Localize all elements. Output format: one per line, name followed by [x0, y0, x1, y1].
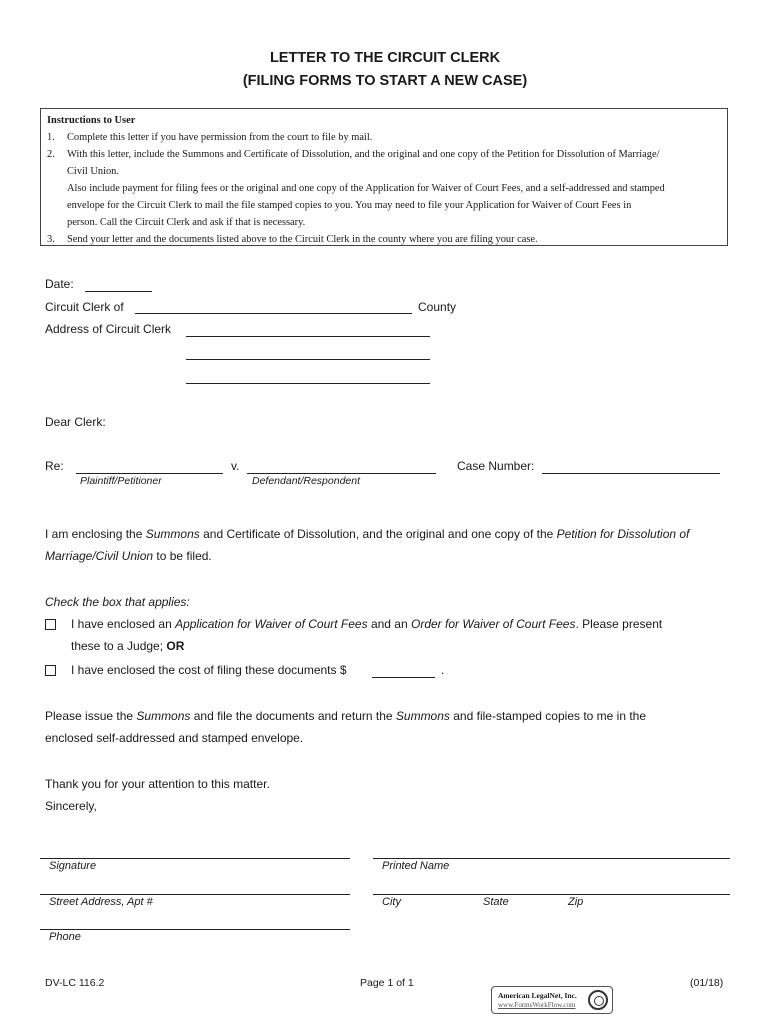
instruction-item: 1. Complete this letter if you have permission from the court to file by mail. — [47, 132, 373, 143]
circuit-clerk-label: Circuit Clerk of — [45, 300, 124, 314]
salutation: Dear Clerk: — [45, 415, 106, 429]
filing-cost-amount-field[interactable] — [372, 677, 435, 678]
publisher-url: www.FormsWorkFlow.com — [498, 1001, 576, 1009]
versus-label: v. — [231, 459, 240, 473]
document-title: LETTER TO THE CIRCUIT CLERK — [269, 50, 501, 66]
case-number-field[interactable] — [542, 473, 720, 474]
enclosure-paragraph: I am enclosing the Summons and Certificate of Dissolution, and the original and one copy of the Petition for Dissolution of Marriage/Civil Union to be filed. — [45, 527, 690, 563]
filing-cost-period: . — [441, 663, 445, 677]
street-address-field[interactable] — [40, 894, 350, 895]
seal-icon — [588, 990, 608, 1010]
printed-name-label: Printed Name — [382, 860, 450, 872]
date-field[interactable] — [85, 291, 152, 292]
city-state-zip-field[interactable] — [373, 894, 730, 895]
date-label: Date: — [45, 277, 74, 291]
defendant-field[interactable] — [247, 473, 436, 474]
fee-waiver-checkbox[interactable] — [45, 619, 56, 630]
plaintiff-field[interactable] — [76, 473, 223, 474]
printed-name-field[interactable] — [373, 858, 730, 859]
checkbox-heading: Check the box that applies: — [45, 595, 190, 609]
sincerely-line: Sincerely, — [45, 799, 97, 813]
request-paragraph: Please issue the Summons and file the documents and return the Summons and file-stamped copies to me in the enclosed self-addressed and stamped envelope. — [45, 709, 647, 745]
instruction-item: 3. Send your letter and the documents listed above to the Circuit Clerk in the county where you are filing your case. — [47, 234, 538, 245]
phone-field[interactable] — [40, 929, 350, 930]
form-id: DV-LC 116.2 — [45, 977, 105, 989]
zip-label: Zip — [568, 896, 584, 908]
signature-label: Signature — [49, 860, 97, 872]
page-number: Page 1 of 1 — [360, 977, 414, 989]
document-subtitle: (FILING FORMS TO START A NEW CASE) — [242, 73, 528, 89]
city-label: City — [382, 896, 401, 908]
publisher-logo — [491, 986, 613, 1014]
clerk-address-line-2[interactable] — [186, 359, 430, 360]
fee-waiver-option-text: I have enclosed an Application for Waiver of Court Fees and an Order for Waiver of Court Fees. Please present these to a Judge; OR — [71, 617, 663, 653]
filing-cost-option-text: I have enclosed the cost of filing these documents $ — [71, 663, 347, 677]
county-label: County — [418, 300, 457, 314]
case-number-label: Case Number: — [457, 459, 535, 473]
phone-label: Phone — [49, 931, 81, 943]
street-address-label: Street Address, Apt # — [49, 896, 153, 908]
plaintiff-caption: Plaintiff/Petitioner — [80, 475, 162, 487]
clerk-address-label: Address of Circuit Clerk — [45, 322, 172, 336]
revision-date: (01/18) — [690, 977, 724, 989]
instruction-item: 2. With this letter, include the Summons and Certificate of Dissolution, and the original and one copy of the Petition for Dissolution of Marriage/ Civil Union. Also include payment for filing fees or the original and one copy of the Application for Waiver of Court Fees, and a self-addressed and stamped envelope for the Circuit Clerk to mail the file stamped copies to you. You may need to file your Application for Waiver of Court Fees in person. Call the Circuit Clerk and ask if that is necessary. — [47, 149, 665, 228]
clerk-address-line-3[interactable] — [186, 383, 430, 384]
clerk-address-line-1[interactable] — [186, 336, 430, 337]
filing-cost-checkbox[interactable] — [45, 665, 56, 676]
thanks-line: Thank you for your attention to this matter. — [45, 777, 270, 791]
defendant-caption: Defendant/Respondent — [252, 475, 360, 487]
signature-field[interactable] — [40, 858, 350, 859]
instructions-box — [40, 108, 728, 246]
re-label: Re: — [45, 459, 64, 473]
instructions-heading: Instructions to User — [47, 115, 136, 126]
publisher-name: American LegalNet, Inc. — [498, 991, 577, 1000]
circuit-clerk-county-field[interactable] — [135, 313, 412, 314]
state-label: State — [483, 896, 509, 908]
